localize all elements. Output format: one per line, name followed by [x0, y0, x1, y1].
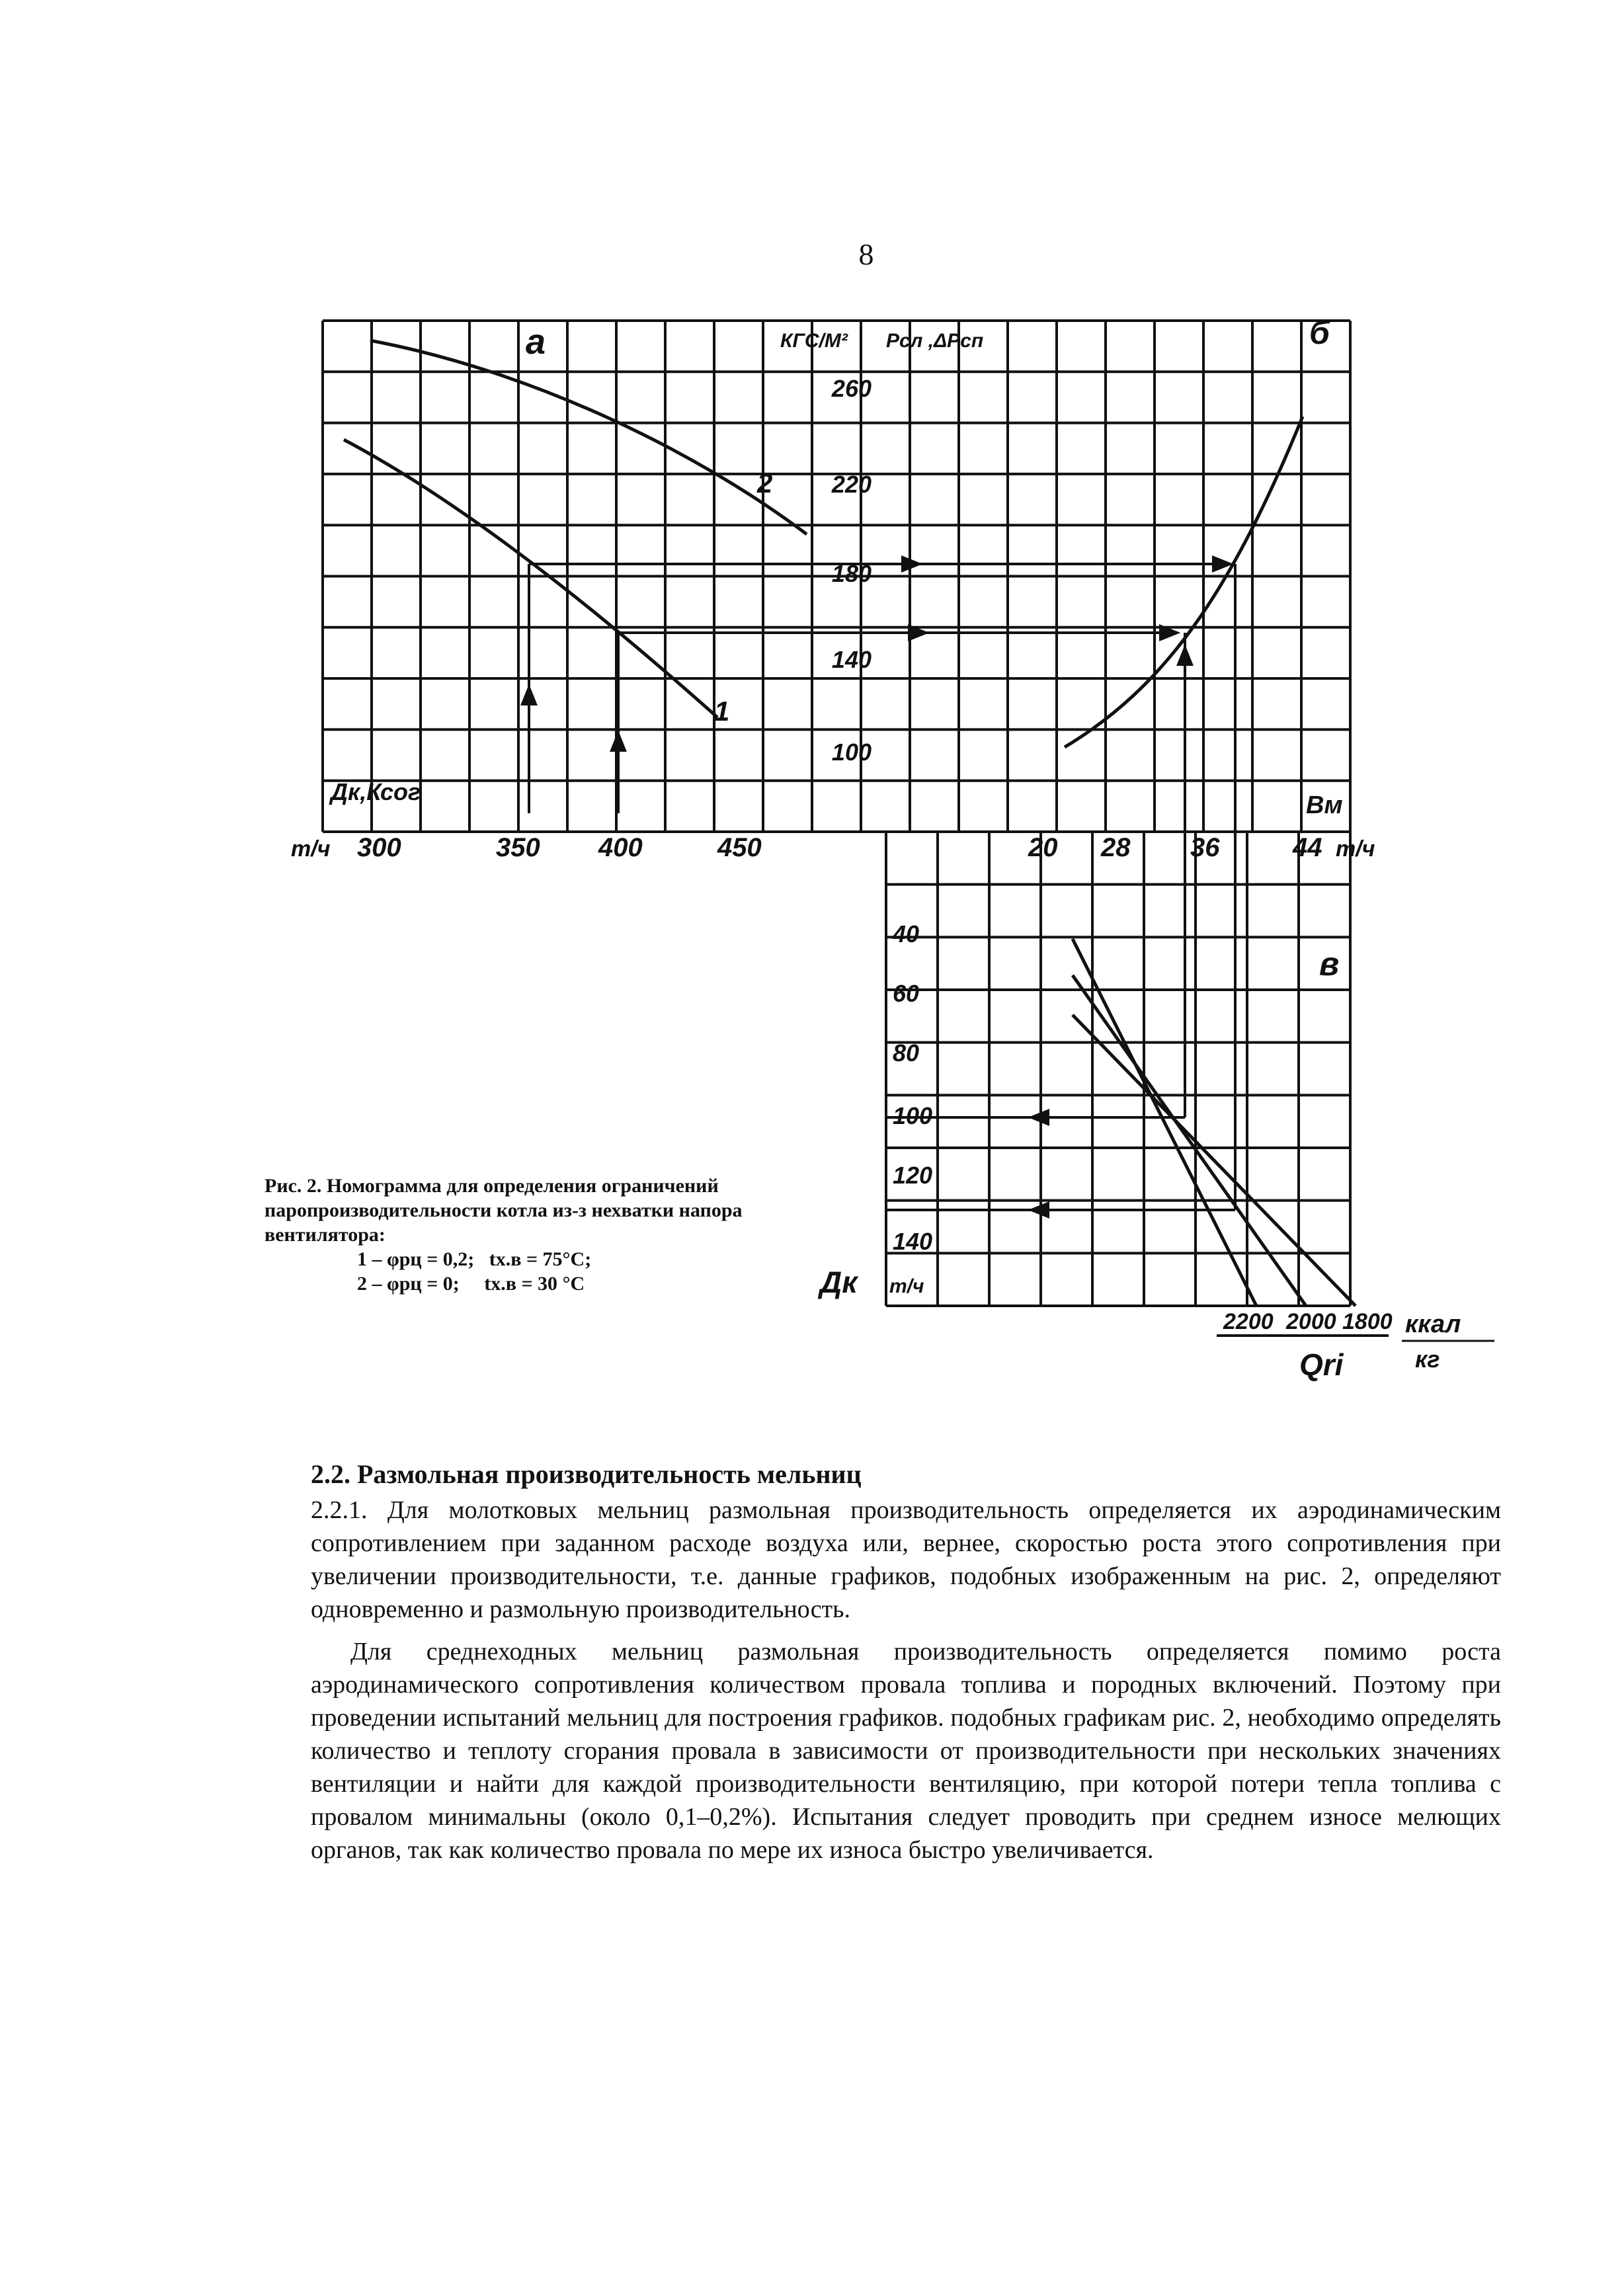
flow-tick-label: 350: [496, 833, 540, 862]
heat-ticks: [1223, 1309, 1393, 1334]
pressure-tick-label: 180: [831, 560, 872, 587]
projection-lines: [522, 557, 1235, 1217]
pressure-symbol: Рсл ,ΔРсп: [886, 330, 984, 352]
section-2-2: [311, 1458, 1501, 1876]
pressure-tick-label: 140: [831, 646, 872, 673]
mill-tick-label: 44: [1293, 833, 1322, 862]
flow-unit: т/ч: [291, 836, 331, 862]
mill-ticks: [1028, 833, 1322, 862]
curve-2: [370, 341, 807, 534]
panel-v-label: в: [1319, 945, 1340, 983]
heat-symbol: Qri: [1299, 1347, 1344, 1382]
mill-tick-label: 36: [1190, 833, 1220, 862]
dk-tick-label: 40: [893, 920, 920, 947]
heat-unit-num: ккал: [1405, 1310, 1461, 1338]
section-heading: 2.2. Размольная производительность мельниц: [311, 1459, 862, 1489]
pressure-tick-label: 100: [831, 739, 872, 766]
heat-lines: [1073, 939, 1356, 1306]
flow-tick-label: 400: [598, 833, 643, 862]
curve-1-label: 1: [714, 696, 730, 727]
dk-tick-label: 60: [893, 980, 920, 1007]
mill-axis-label: Вм: [1306, 791, 1343, 819]
page-number: 8: [858, 237, 874, 271]
heat-tick-label: 2000: [1286, 1309, 1336, 1334]
flow-axis-label: Дк,Ксог: [331, 778, 421, 805]
caption-item-2: 2 – φрц = 0; tх.в = 30 °С: [357, 1273, 585, 1295]
mill-tick-label: 20: [1028, 833, 1058, 862]
paragraph-2: Для среднеходных мельниц размольная производительность определяется помимо роста аэродинамического сопротивления количеством провала топлива и породных включений. Поэтому при проведении испытаний мельниц для построения графиков. подобных графикам рис. 2, необходимо определять количество и теплоту сгорания провала в зависимости от производительности при нескольких значениях вентиляции и найти для каждой производительности вентиляцию, при которой потери тепла топлива с провалом минимальны (около 0,1–0,2%). Испытания следует проводить при среднем износе мелющих органов, так как количество провала по мере их износа быстро увеличивается.: [311, 1638, 1501, 1864]
pressure-ticks: [831, 375, 872, 766]
mill-unit: т/ч: [1336, 836, 1375, 862]
flow-tick-label: 300: [357, 833, 401, 862]
dk-axis-label: Дк: [820, 1265, 858, 1299]
panel-b-label: б: [1309, 314, 1330, 351]
pressure-tick-label: 260: [831, 375, 872, 402]
dk-unit: т/ч: [889, 1275, 924, 1297]
flow-tick-label: 450: [717, 833, 762, 862]
heat-unit-den: кг: [1415, 1345, 1440, 1373]
heat-tick-label: 1800: [1342, 1309, 1393, 1334]
paragraph-1: 2.2.1. Для молотковых мельниц размольная производительность определяется их аэродинамическим сопротивлением при заданном расходе воздуха или, вернее, скоростью роста этого сопротивления при увеличении производительности, т.е. данные графиков, подобных изображенным на рис. 2, определяют одновременно и размольную производительность.: [311, 1496, 1501, 1623]
curve-2-label: 2: [757, 467, 773, 499]
grid-lower: [886, 832, 1350, 1306]
figure-caption: [264, 1174, 807, 1296]
caption-title: Рис. 2. Номограмма для определения ограничений паропроизводительности котла из-з нехватки напора вентилятора:: [264, 1175, 743, 1246]
pressure-tick-label: 220: [831, 471, 872, 498]
caption-item-1: 1 – φрц = 0,2; tх.в = 75°С;: [357, 1248, 592, 1270]
dk-ticks: [892, 920, 932, 1255]
dk-tick-label: 80: [893, 1039, 920, 1066]
flow-ticks: [357, 833, 762, 862]
panel-a-label: а: [526, 322, 546, 362]
pressure-unit: КГС/М²: [780, 330, 848, 352]
dk-tick-label: 100: [893, 1102, 933, 1129]
heat-tick-label: 2200: [1223, 1309, 1274, 1334]
dk-tick-label: 140: [893, 1228, 933, 1255]
mill-tick-label: 28: [1101, 833, 1131, 862]
dk-tick-label: 120: [893, 1162, 933, 1189]
curve-1: [344, 440, 717, 717]
